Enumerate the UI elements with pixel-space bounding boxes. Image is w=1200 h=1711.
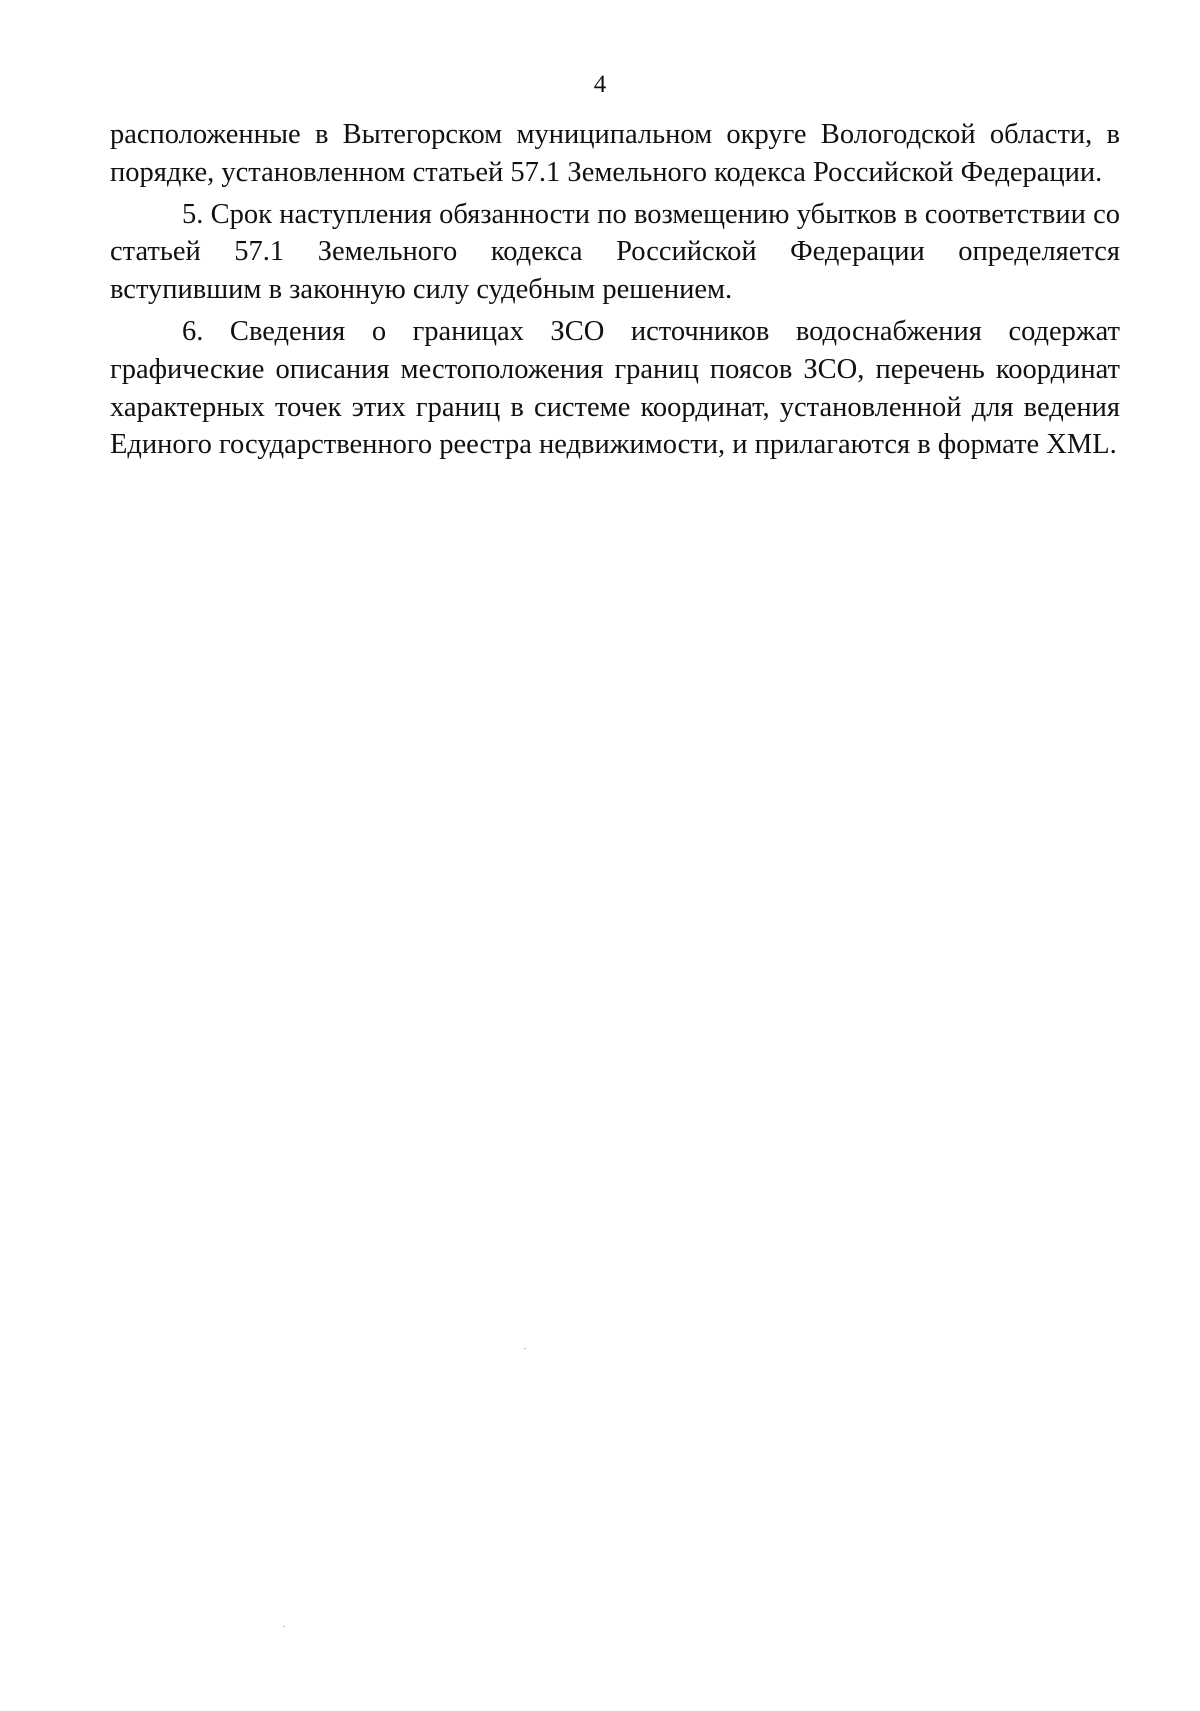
scan-speck	[283, 1626, 285, 1627]
paragraph-item-5: 5. Срок наступления обязанности по возмещению убытков в соответствии со статьей 57.1 Земельного кодекса Российской Федерации определяется вступившим в законную силу судебным решением.	[110, 198, 1120, 306]
scan-speck	[524, 1348, 526, 1349]
document-body	[110, 116, 1120, 464]
paragraph-item-6: 6. Сведения о границах ЗСО источников водоснабжения содержат графические описания местоположения границ поясов ЗСО, перечень координат характерных точек этих границ в системе координат, установленной для ведения Единого государственного реестра недвижимости, и прилагаются в формате XML.	[110, 315, 1120, 461]
page-number: 4	[593, 71, 607, 98]
paragraph-continuation: расположенные в Вытегорском муниципальном округе Вологодской области, в порядке, установленном статьей 57.1 Земельного кодекса Российской Федерации.	[110, 119, 1120, 188]
